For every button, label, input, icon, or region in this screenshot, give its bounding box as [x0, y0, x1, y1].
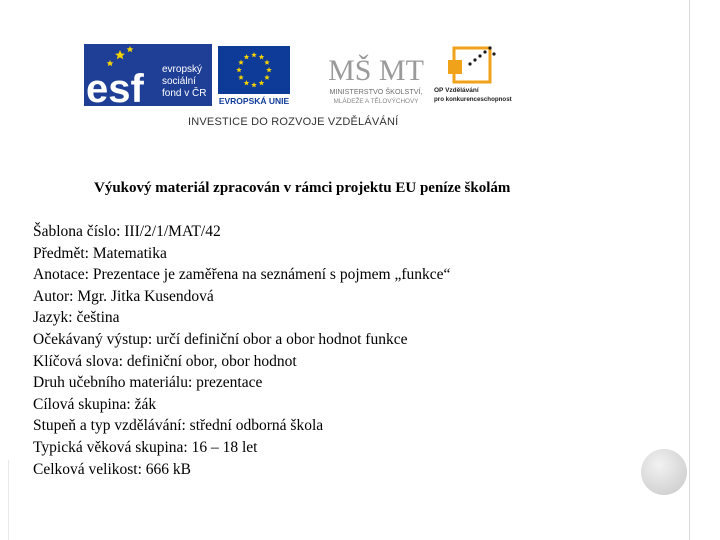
meta-line: Typická věková skupina: 16 – 18 let	[33, 438, 258, 456]
esf-text-line-1: evropský	[162, 64, 203, 75]
meta-line: Klíčová slova: definiční obor, obor hodnot	[33, 352, 297, 370]
meta-line: Stupeň a typ vzdělávání: střední odborná škola	[33, 417, 324, 435]
meta-line: Autor: Mgr. Jitka Kusendová	[33, 287, 214, 305]
op-vzdelavani-logo	[432, 44, 516, 106]
slide-heading: Výukový materiál zpracován v rámci projektu EU peníze školám	[94, 180, 511, 196]
meta-line: Celková velikost: 666 kB	[33, 460, 192, 478]
meta-line: Očekávaný výstup: určí definiční obor a obor hodnot funkce	[33, 330, 408, 348]
meta-line: Předmět: Matematika	[33, 244, 167, 262]
meta-line: Šablona číslo: III/2/1/MAT/42	[33, 223, 221, 240]
esf-mark: esf	[86, 67, 144, 106]
meta-line: Cílová skupina: žák	[33, 395, 157, 413]
decorative-circle	[641, 449, 687, 495]
esf-logo	[84, 44, 212, 106]
meta-line: Anotace: Prezentace je zaměřena na seznámení s pojmem „funkce“	[33, 266, 451, 284]
eu-flag-logo	[216, 44, 292, 106]
msmt-logo	[326, 44, 426, 106]
msmt-mark: MŠ MT	[328, 54, 424, 87]
side-divider	[689, 0, 690, 540]
meta-line: Jazyk: čeština	[33, 309, 120, 327]
op-line-1: OP Vzdělávání	[434, 87, 479, 94]
metadata-list	[33, 221, 450, 480]
left-divider	[8, 460, 9, 540]
msmt-line-1: MINISTERSTVO ŠKOLSTVÍ,	[329, 87, 423, 96]
eu-label: EVROPSKÁ UNIE	[218, 96, 290, 106]
esf-text-line-3: fond v ČR	[162, 88, 207, 99]
logo-tagline: INVESTICE DO ROZVOJE VZDĚLÁVÁNÍ	[188, 116, 399, 128]
esf-text-line-2: sociální	[162, 76, 196, 87]
meta-line: Druh učebního materiálu: prezentace	[33, 374, 263, 392]
msmt-line-2: MLÁDEŽE A TĚLOVÝCHOVY	[333, 98, 419, 105]
op-line-2: pro konkurenceschopnost	[434, 96, 512, 103]
